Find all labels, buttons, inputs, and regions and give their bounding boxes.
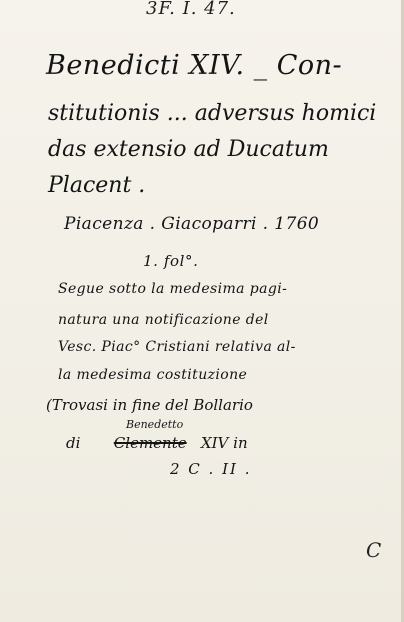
corner-mark: C xyxy=(366,538,382,562)
note-line-6-prefix: di xyxy=(66,434,81,452)
shelfmark: 3F. I. 47. xyxy=(146,0,236,19)
format: 1. fol°. xyxy=(143,252,199,270)
title-line-4: Placent . xyxy=(48,173,146,198)
title-line-3: das extensio ad Ducatum xyxy=(48,137,329,162)
note-line-3: Vesc. Piac° Cristiani relativa al- xyxy=(58,339,296,355)
interlinear-correction: Benedetto xyxy=(126,418,184,431)
title-line-1: Benedicti XIV. _ Con- xyxy=(46,50,343,81)
note-line-6-suffix: XIV in xyxy=(200,434,248,452)
note-line-5: (Trovasi in fine del Bollario xyxy=(46,396,253,414)
note-line-7: 2 C . II . xyxy=(170,460,252,478)
note-line-4: la medesima costituzione xyxy=(58,367,248,383)
note-line-1: Segue sotto la medesima pagi- xyxy=(58,281,288,297)
title-line-2: stitutionis ... adversus homici xyxy=(48,101,377,126)
struck-word: Clemente xyxy=(113,434,187,452)
note-line-2: natura una notificazione del xyxy=(58,312,269,328)
imprint: Piacenza . Giacoparri . 1760 xyxy=(64,214,320,234)
note-line-6 xyxy=(66,418,296,458)
note-line-6-text xyxy=(66,434,248,452)
